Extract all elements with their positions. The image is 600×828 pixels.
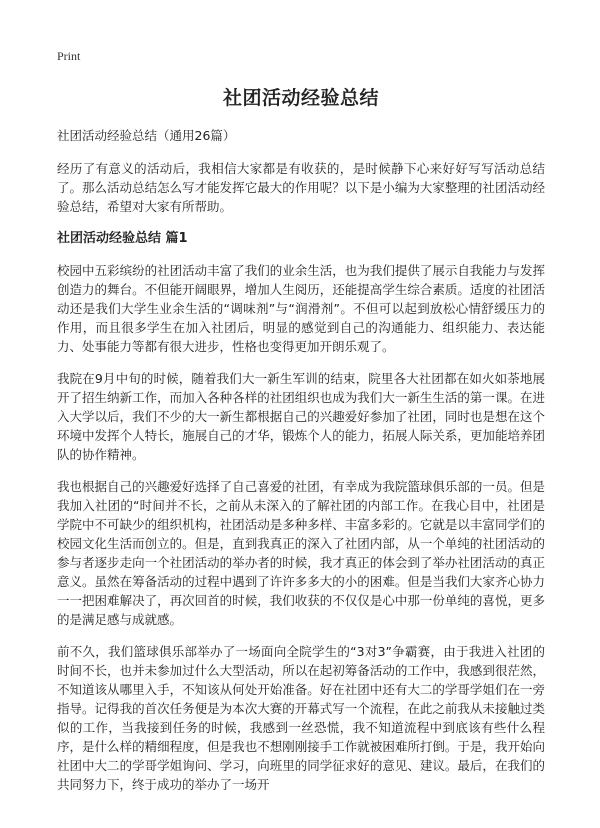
print-label: Print [57, 49, 81, 63]
body-paragraph-3: 我也根据自己的兴趣爱好选择了自己喜爱的社团，有幸成为我院篮球俱乐部的一员。但是我加入社团的“时间并不长，之前从未深入的了解社团的内部工作。在我心目中，社团是学院中不可缺少的组织机构，社团活动是多种多样、丰富多彩的。它就是以丰富同学们的校园文化生活而创立的。但是，直到我真正的深入了社团内部，从一个单纯的社团活动的参与者逐步走向一个社团活动的举办者的时候，我才真正的体会到了举办社团活动的真正意义。虽然在筹备活动的过程中遇到了许许多多大的小的困难。但是当我们大家齐心协力一一把困难解决了，再次回首的时候，我们收获的不仅仅是心中那一份单纯的喜悦，更多的是满足感与成就感。 [57, 479, 545, 627]
section-heading: 社团活动经验总结 篇1 [57, 231, 188, 246]
body-paragraph-2: 我院在9月中旬的时候，随着我们大一新生军训的结束，院里各大社团都在如火如荼地展开了招生纳新工作，而加入各种各样的社团组织也成为我们大一新生生活的第一课。在进入大学以后，我们不少的大一新生都根据自己的兴趣爱好参加了社团，同时也是想在这个环境中发挥个人特长，施展自己的才华，锻炼个人的能力，拓展人际关系，更加能培养团队的协作精神。 [57, 371, 545, 462]
page-title: 社团活动经验总结 [222, 87, 379, 109]
body-paragraph-1: 校园中五彩缤纷的社团活动丰富了我们的业余生活，也为我们提供了展示自我能力与发挥创造力的舞台。不但能开阔眼界，增加人生阅历，还能提高学生综合素质。适度的社团活动还是我们大学生业余生活的“调味剂”与“润滑剂”。不但可以起到放松心情舒缓压力的作用，而且很多学生在加入社团后，明显的感觉到自己的沟通能力、组织能力、表达能力、处事能力等都有很大进步，性格也变得更加开朗乐观了。 [57, 263, 545, 354]
body-paragraph-4: 前不久，我们篮球俱乐部举办了一场面向全院学生的“3对3”争霸赛，由于我进入社团的时间不长，也并未参加过什么大型活动，所以在起初筹备活动的工作中，我感到很茫然，不知道该从哪里入手，不知该从何处开始准备。好在社团中还有大二的学哥学姐们在一旁指导。记得我的首次任务便是为本次大赛的开幕式写一个流程，在此之前我从未接触过类似的工作，当我接到任务的时候，我感到一丝恐慌，我不知道流程中到底该有些什么程序，是什么样的精细程度，但是我也不想刚刚接手工作就被困难所打倒。于是，我开始向社团中大二的学哥学姐询问、学习，向班里的同学征求好的意见、建议。最后，在我们的共同努力下，终于成功的举办了一场开 [57, 644, 545, 792]
intro-paragraph: 经历了有意义的活动后，我相信大家都是有收获的，是时候静下心来好好写写活动总结了。那么活动总结怎么写才能发挥它最大的作用呢？以下是小编为大家整理的社团活动经验总结，希望对大家有所帮助。 [57, 161, 545, 214]
document-subtitle: 社团活动经验总结（通用26篇） [57, 128, 236, 143]
